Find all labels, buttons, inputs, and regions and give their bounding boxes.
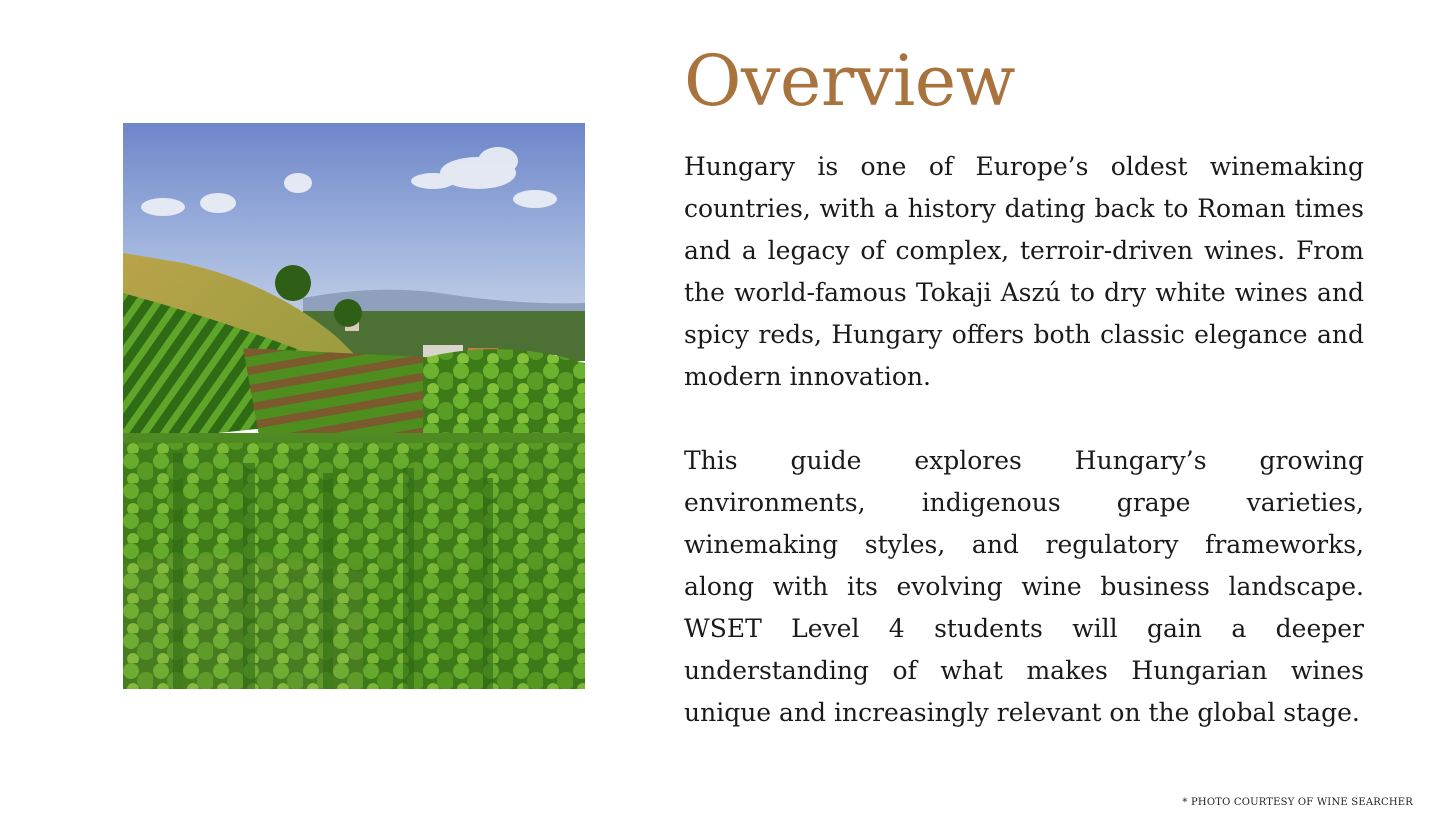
page-title: Overview: [684, 40, 1016, 122]
photo-credit: * PHOTO COURTESY OF WINE SEARCHER: [1182, 797, 1413, 808]
intro-paragraph: Hungary is one of Europe’s oldest winemaking countries, with a history dating back to Roman times and a legacy of complex, terroir-driven wines. From the world-famous Tokaji Aszú to dry white wines and spicy reds, Hungary offers both classic elegance and modern innovation.: [684, 152, 1364, 391]
guide-paragraph: This guide explores Hungary’s growing environments, indigenous grape varieties, winemaking styles, and regulatory frameworks, along with its evolving wine business landscape. WSET Level 4 students will gain a deeper understanding of what makes Hungarian wines unique and increasingly relevant on the global stage.: [684, 446, 1364, 727]
body-text: [684, 146, 1364, 734]
vineyard-photo: [123, 123, 585, 689]
